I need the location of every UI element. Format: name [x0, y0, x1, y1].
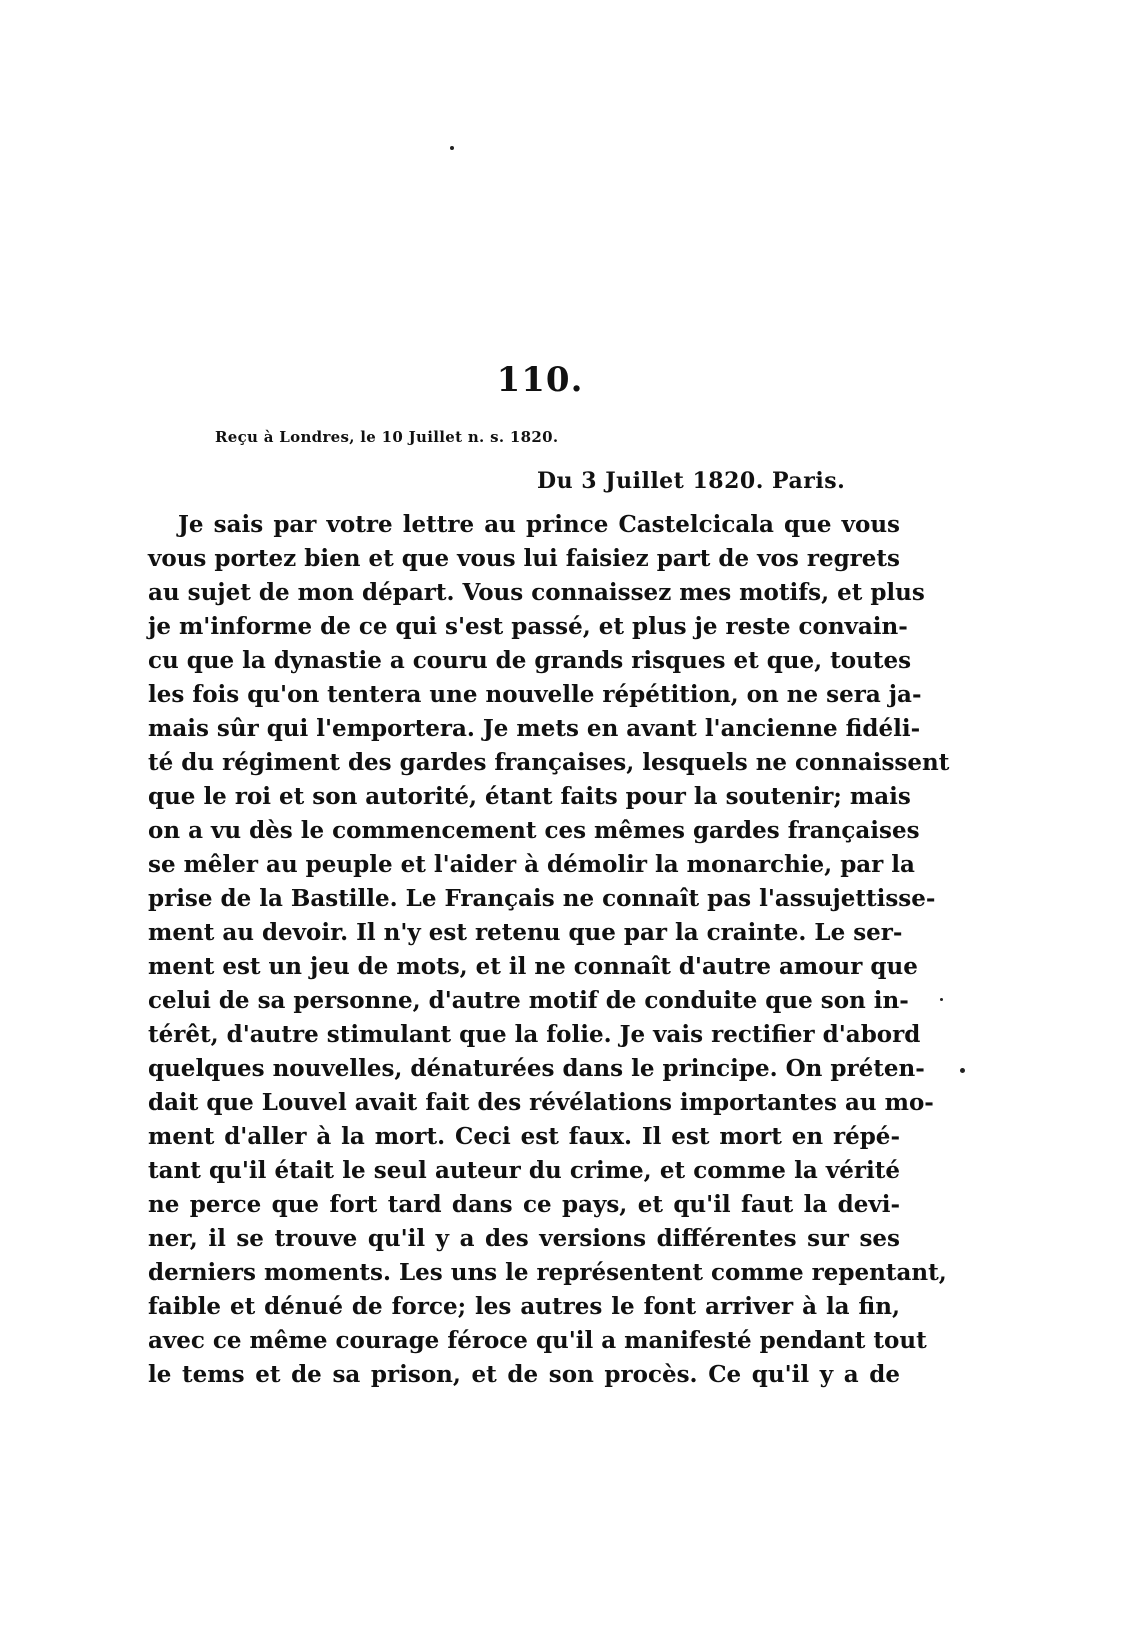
ink-speck [960, 1068, 965, 1073]
letter-number: 110. [496, 360, 584, 400]
text-line: le tems et de sa prison, et de son procès. Ce qu'il y a de [148, 1361, 900, 1388]
text-line: prise de la Bastille. Le Français ne connaît pas l'assujettisse- [148, 885, 936, 912]
text-line: té du régiment des gardes françaises, lesquels ne connaissent [148, 749, 950, 776]
received-note: Reçu à Londres, le 10 Juillet n. s. 1820. [215, 428, 559, 446]
text-line: Je sais par votre lettre au prince Castelcicala que vous [178, 511, 900, 538]
dateline: Du 3 Juillet 1820. Paris. [537, 468, 846, 494]
ink-speck [450, 146, 454, 150]
text-line: ne perce que fort tard dans ce pays, et qu'il faut la devi- [148, 1191, 900, 1218]
ink-speck [940, 998, 943, 1001]
text-line: que le roi et son autorité, étant faits pour la soutenir; mais [148, 783, 911, 810]
text-line: on a vu dès le commencement ces mêmes gardes françaises [148, 817, 920, 844]
text-line: les fois qu'on tentera une nouvelle répétition, on ne sera ja- [148, 681, 922, 708]
text-line: ment au devoir. Il n'y est retenu que par la crainte. Le ser- [148, 919, 903, 946]
text-line: dait que Louvel avait fait des révélations importantes au mo- [148, 1089, 934, 1116]
text-line: ment est un jeu de mots, et il ne connaît d'autre amour que [148, 953, 918, 980]
text-line: quelques nouvelles, dénaturées dans le principe. On préten- [148, 1055, 925, 1082]
text-line: faible et dénué de force; les autres le font arriver à la fin, [148, 1293, 900, 1320]
letter-body [148, 508, 950, 1392]
text-line: se mêler au peuple et l'aider à démolir la monarchie, par la [148, 851, 915, 878]
text-line: vous portez bien et que vous lui faisiez part de vos regrets [148, 545, 900, 572]
text-line: je m'informe de ce qui s'est passé, et plus je reste convain- [148, 613, 908, 640]
text-line: cu que la dynastie a couru de grands risques et que, toutes [148, 647, 912, 674]
text-line: tant qu'il était le seul auteur du crime, et comme la vérité [148, 1157, 900, 1184]
text-line: ner, il se trouve qu'il y a des versions différentes sur ses [148, 1225, 900, 1252]
text-line: ment d'aller à la mort. Ceci est faux. Il est mort en répé- [148, 1123, 900, 1150]
text-line: celui de sa personne, d'autre motif de conduite que son in- [148, 987, 909, 1014]
text-line: térêt, d'autre stimulant que la folie. Je vais rectifier d'abord [148, 1021, 921, 1048]
text-line: derniers moments. Les uns le représentent comme repentant, [148, 1259, 947, 1286]
text-line: au sujet de mon départ. Vous connaissez mes motifs, et plus [148, 579, 925, 606]
text-line: mais sûr qui l'emportera. Je mets en avant l'ancienne fidéli- [148, 715, 921, 742]
text-line: avec ce même courage féroce qu'il a manifesté pendant tout [148, 1327, 927, 1354]
